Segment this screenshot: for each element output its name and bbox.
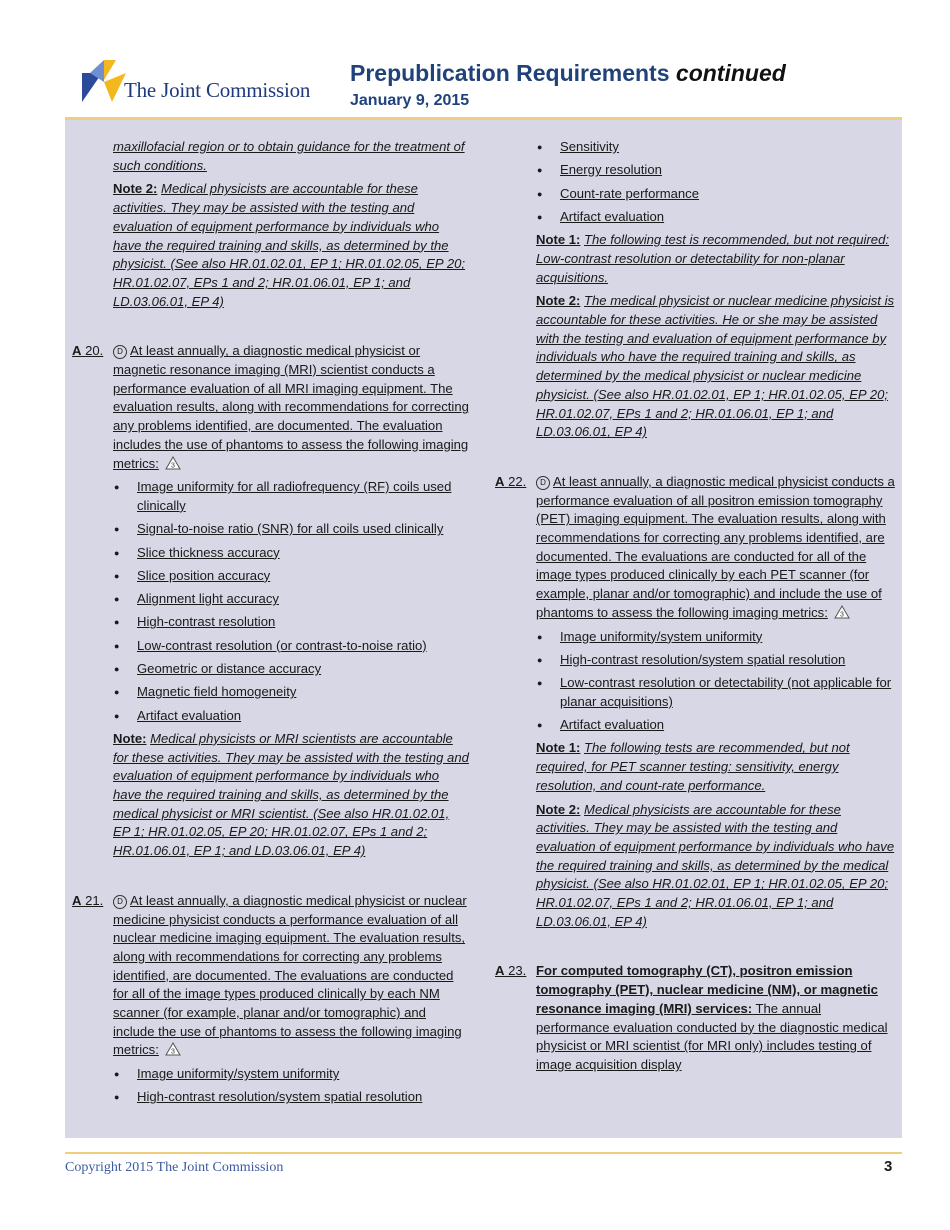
documentation-required-icon: D (113, 895, 127, 909)
logo-text: The Joint Commission (124, 78, 311, 102)
right-column (495, 138, 895, 1075)
list-item: ● Energy resolution (536, 161, 895, 180)
ep-21-number: A 21. (72, 892, 104, 908)
ep-21-metrics-list (72, 1065, 470, 1107)
ep-22-metrics-list (495, 628, 895, 735)
list-item: ● Sensitivity (536, 138, 895, 157)
page-title (350, 60, 786, 87)
ep-22-number: A 22. (495, 473, 527, 489)
risk-triangle-icon (165, 1042, 181, 1056)
list-item: ● Artifact evaluation (536, 716, 895, 735)
list-item: ● Slice thickness accuracy (113, 544, 470, 563)
list-item: ● Artifact evaluation (536, 208, 895, 227)
ep-23-text: For computed tomography (CT), positron emission tomography (PET), nuclear medicine (NM), or magnetic resonance imaging (MRI) services: The annual performance evaluation conducted by the diagnostic medical physicist or MRI scientist (for MRI only) includes testing of image acquisition display (536, 963, 888, 1072)
ep-22 (495, 473, 895, 623)
list-item: ● Alignment light accuracy (113, 590, 470, 609)
ep-23-number: A 23. (495, 963, 527, 979)
list-item: ● Image uniformity/system uniformity (113, 1065, 470, 1084)
ep-20-text: D At least annually, a diagnostic medical physicist or magnetic resonance imaging (MRI) scientist conducts a performance evaluation of all MRI imaging equipment. The evaluation results, along with recommendations for correcting any problems identified, are documented. The evaluation includes the use of phantoms to assess the following imaging metrics: 3 (113, 343, 469, 471)
ep-21-metrics-list-continued (495, 138, 895, 227)
copyright: Copyright 2015 The Joint Commission (65, 1160, 284, 1175)
list-item: ● Signal-to-noise ratio (SNR) for all coils used clinically (113, 520, 470, 539)
ep-22-note-2: Note 2: Medical physicists are accountable for these activities. They may be assisted with the testing and evaluation of equipment performance by individuals who have the required training and skills, as determined by the medical physicist. (See also HR.01.02.01, EP 1; HR.01.02.05, EP 20; HR.01.02.07, EPs 1 and 2; HR.01.06.01, EP 1; and LD.03.06.01, EP 4) (536, 801, 895, 929)
documentation-required-icon: D (536, 476, 550, 490)
list-item: ● Geometric or distance accuracy (113, 660, 470, 679)
footer-divider (65, 1152, 902, 1154)
list-item: ● Low-contrast resolution (or contrast-to-noise ratio) (113, 637, 470, 656)
svg-text:3: 3 (839, 611, 844, 619)
list-item: ● High-contrast resolution (113, 613, 470, 632)
logo-mark-icon (82, 60, 126, 104)
ep-21-text: D At least annually, a diagnostic medical physicist or nuclear medicine physicist conducts a performance evaluation of all nuclear medicine imaging equipment. The evaluation results, along with recommendations for correcting any problems identified, are documented. The evaluations are conducted for all of the image types produced clinically by each NM scanner (for example, planar and/or tomographic) and include the use of phantoms to assess the following imaging metrics: 3 (113, 892, 467, 1058)
ep-22-text: D At least annually, a diagnostic medical physicist conducts a performance evaluation of all positron emission tomography (PET) imaging equipment. The evaluation results, along with recommendations for correcting any problems identified, are documented. The evaluations are conducted for all of the image types produced clinically by each PET scanner (for example, planar and/or tomographic) and include the use of phantoms to assess the following imaging metrics: 3 (536, 473, 895, 620)
ep-21 (72, 892, 470, 1060)
documentation-required-icon: D (113, 345, 127, 359)
joint-commission-logo (82, 60, 332, 104)
page-title-suffix: continued (675, 60, 786, 86)
list-item: ● Image uniformity/system uniformity (536, 628, 895, 647)
list-item: ● Slice position accuracy (113, 567, 470, 586)
svg-text:3: 3 (170, 462, 175, 470)
left-column (72, 138, 470, 1112)
ep-21-note-2: Note 2: The medical physicist or nuclear medicine physicist is accountable for these activities. He or she may be assisted with the testing and evaluation of equipment performance by individuals who have the required training and skills, as determined by the medical physicist or nuclear medicine physicist. (See also HR.01.02.01, EP 1; HR.01.02.05, EP 20; HR.01.02.07, EPs 1 and 2; HR.01.06.01, EP 1; and LD.03.06.01, EP 4) (536, 293, 895, 440)
list-item: ● Low-contrast resolution or detectability (not applicable for planar acquisitions) (536, 674, 895, 711)
ep-23 (495, 962, 895, 1074)
list-item: ● Magnetic field homogeneity (113, 683, 470, 702)
svg-text:3: 3 (170, 1048, 175, 1056)
list-item: ● Artifact evaluation (113, 707, 470, 726)
list-item: ● Image uniformity for all radiofrequency (RF) coils used clinically (113, 478, 470, 515)
ep-20-metrics-list (72, 478, 470, 725)
risk-triangle-icon (834, 605, 850, 619)
ep-22-note-1: Note 1: The following tests are recommended, but not required, for PET scanner testing: sensitivity, energy resolution, and count-rate performance. (536, 740, 850, 793)
risk-triangle-icon (165, 456, 181, 470)
ep-20 (72, 342, 470, 473)
continued-note-2: Note 2: Medical physicists are accountable for these activities. They may be assisted with the testing and evaluation of equipment performance by individuals who have the required training and skills, as determined by the physicist. (See also HR.01.02.01, EP 1; HR.01.02.05, EP 20; HR.01.02.07, EPs 1 and 2; HR.01.06.01, EP 1; and LD.03.06.01, EP 4) (113, 181, 466, 309)
publication-date: January 9, 2015 (350, 92, 470, 109)
list-item: ● High-contrast resolution/system spatial resolution (536, 651, 895, 670)
page-number: 3 (884, 1158, 893, 1175)
list-item: ● High-contrast resolution/system spatial resolution (113, 1088, 470, 1107)
ep-20-note: Note: Medical physicists or MRI scientists are accountable for these activities. They may be assisted with the testing and evaluation of equipment performance by individuals who have the required training and skills, as determined by the medical physicist or MRI scientist. (See also HR.01.02.01, EP 1; HR.01.02.05, EP 20; HR.01.02.07, EPs 1 and 2; HR.01.06.01, EP 1; and LD.03.06.01, EP 4) (113, 730, 469, 859)
list-item: ● Count-rate performance (536, 185, 895, 204)
continued-ep (113, 138, 470, 311)
ep-20-number: A 20. (72, 343, 104, 359)
page-title-main: Prepublication Requirements (350, 60, 670, 86)
ep-21-note-1: Note 1: The following test is recommended, but not required: Low-contrast resolution or detectability for non-planar acquisitions. (536, 232, 889, 285)
continued-text: maxillofacial region or to obtain guidance for the treatment of such conditions. (113, 139, 465, 173)
